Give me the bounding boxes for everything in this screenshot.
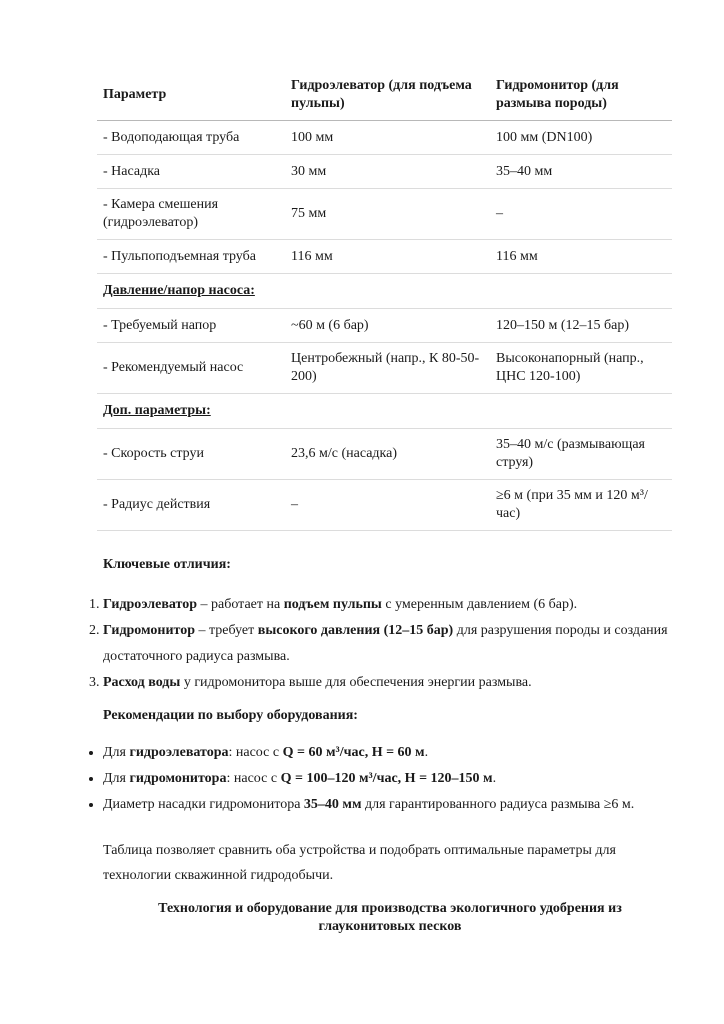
list-item [103, 670, 683, 696]
table-row [97, 343, 672, 394]
cell: - Пульпоподъемная труба [97, 240, 285, 274]
item-bold: Гидромонитор [103, 623, 196, 638]
recommendations-list [82, 740, 703, 818]
section-label: Доп. параметры: [97, 394, 672, 429]
item-bold: высокого давления (12–15 бар) [257, 623, 454, 638]
summary-note: Таблица позволяет сравнить оба устройства и подобрать оптимальные параметры для технологии скважинной гидродобычи. [103, 843, 616, 883]
cell: 35–40 мм [490, 155, 672, 189]
item-text: . [424, 745, 429, 760]
list-item [103, 792, 703, 818]
cell: 23,6 м/с (насадка) [285, 429, 490, 480]
table-header-row [97, 70, 672, 121]
item-bold: 35–40 мм [303, 797, 362, 812]
cell: - Насадка [97, 155, 285, 189]
item-bold: Q = 100–120 м³/час, H = 120–150 м [280, 771, 493, 786]
table-row [97, 480, 672, 531]
section-title: Технология и оборудование для производства экологичного удобрения из глауконитовых песков [158, 901, 622, 934]
cell: ~60 м (6 бар) [285, 309, 490, 343]
item-bold: гидроэлеватора [129, 745, 229, 760]
cell: – [490, 189, 672, 240]
item-bold: Q = 60 м³/час, H = 60 м [282, 745, 425, 760]
cell: - Рекомендуемый насос [97, 343, 285, 394]
cell: - Радиус действия [97, 480, 285, 531]
list-item [103, 618, 683, 670]
item-text: : насос с [228, 745, 283, 760]
item-text: . [492, 771, 497, 786]
cell: Высоконапорный (напр., ЦНС 120-100) [490, 343, 672, 394]
item-text: с умеренным давлением (6 бар). [381, 597, 578, 612]
table-row [97, 121, 672, 155]
recommendations-heading: Рекомендации по выбору оборудования: [103, 708, 358, 723]
cell: 35–40 м/с (размывающая струя) [490, 429, 672, 480]
header-hydromonitor: Гидромонитор (для размыва породы) [490, 70, 672, 121]
item-bold: Гидроэлеватор [103, 597, 198, 612]
cell: 100 мм (DN100) [490, 121, 672, 155]
item-text: Для [103, 771, 130, 786]
differences-heading: Ключевые отличия: [103, 557, 231, 572]
item-bold: Расход воды [103, 675, 181, 690]
item-text: Для [103, 745, 130, 760]
cell: - Водоподающая труба [97, 121, 285, 155]
cell: 75 мм [285, 189, 490, 240]
table-row [97, 155, 672, 189]
list-item [103, 766, 703, 792]
table-row [97, 309, 672, 343]
list-item [103, 592, 683, 618]
cell: 116 мм [490, 240, 672, 274]
table-row [97, 189, 672, 240]
section-row-extra [97, 394, 672, 429]
cell: - Скорость струи [97, 429, 285, 480]
header-parameter: Параметр [97, 70, 285, 121]
item-text: : насос с [226, 771, 281, 786]
parameters-table [97, 70, 672, 531]
cell: Центробежный (напр., К 80-50-200) [285, 343, 490, 394]
differences-list [82, 592, 683, 696]
item-text: – работает на [197, 597, 284, 612]
cell: 30 мм [285, 155, 490, 189]
list-item [103, 740, 703, 766]
item-text: – требует [195, 623, 258, 638]
table-row [97, 429, 672, 480]
item-text: для гарантированного радиуса размыва ≥6 м. [361, 797, 635, 812]
table-row [97, 240, 672, 274]
section-row-pressure [97, 274, 672, 309]
item-bold: гидромонитора [129, 771, 227, 786]
cell: - Камера смешения (гидроэлеватор) [97, 189, 285, 240]
cell: 116 мм [285, 240, 490, 274]
item-bold: подъем пульпы [283, 597, 382, 612]
item-text: у гидромонитора выше для обеспечения энергии размыва. [180, 675, 532, 690]
section-label: Давление/напор насоса: [97, 274, 672, 309]
cell: 120–150 м (12–15 бар) [490, 309, 672, 343]
item-text: Диаметр насадки гидромонитора [103, 797, 304, 812]
cell: 100 мм [285, 121, 490, 155]
cell: - Требуемый напор [97, 309, 285, 343]
header-hydroelevator: Гидроэлеватор (для подъема пульпы) [285, 70, 490, 121]
item-text: для разрушения породы и создания достаточного радиуса размыва. [103, 623, 668, 664]
cell: – [285, 480, 490, 531]
cell: ≥6 м (при 35 мм и 120 м³/час) [490, 480, 672, 531]
